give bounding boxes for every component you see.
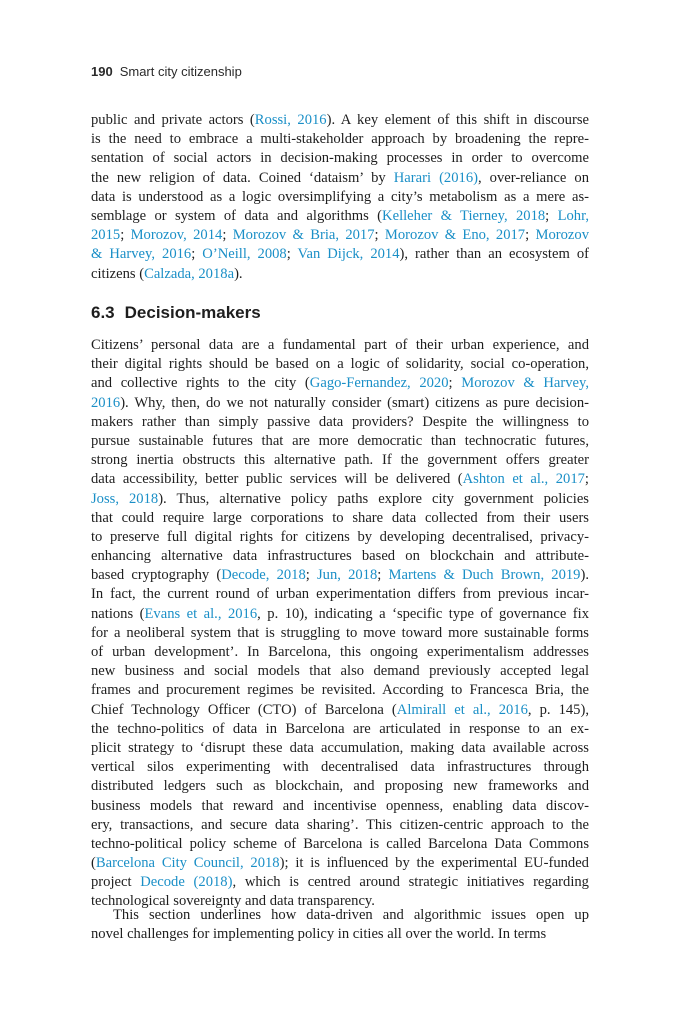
text-span: novel challenges for implementing policy in cities all over the world. In terms bbox=[91, 926, 547, 943]
text-line bbox=[91, 925, 589, 944]
text-line bbox=[91, 605, 589, 624]
text-span: the new religion of data. Coined ‘dataism’ by bbox=[91, 169, 394, 186]
citation-link[interactable]: 2015 bbox=[91, 227, 121, 244]
text-span: pursue sustainable futures that are more democratic than technocratic futures, bbox=[91, 432, 589, 449]
paragraph-3 bbox=[91, 906, 589, 944]
citation-link[interactable]: & Harvey, 2016 bbox=[91, 246, 192, 263]
text-span: , p. 10), indicating a ‘specific type of governance fix bbox=[257, 605, 589, 622]
text-span: In fact, the current round of urban experimentation differs from previous incar- bbox=[91, 586, 589, 603]
text-span: ery, transactions, and secure data sharing’. This citizen-centric approach to the bbox=[91, 816, 589, 833]
citation-link[interactable]: Decode, 2018 bbox=[221, 567, 306, 584]
text-line bbox=[91, 547, 589, 566]
text-line bbox=[91, 265, 589, 284]
text-span: semblage or system of data and algorithms ( bbox=[91, 207, 383, 224]
text-line bbox=[91, 720, 589, 739]
text-span: is the need to embrace a multi-stakeholder approach by broadening the repre- bbox=[91, 131, 589, 148]
text-span: ), rather than an ecosystem of bbox=[399, 246, 589, 263]
text-line bbox=[91, 585, 589, 604]
section-heading bbox=[91, 303, 261, 323]
text-span: ); it is influenced by the experimental EU-funded bbox=[279, 855, 589, 872]
text-span: ). bbox=[234, 265, 243, 282]
citation-link[interactable]: Morozov & Eno, 2017 bbox=[384, 227, 526, 244]
text-line bbox=[91, 777, 589, 796]
citation-link[interactable]: Van Dijck, 2014 bbox=[297, 246, 400, 263]
text-span: ; bbox=[584, 471, 589, 488]
text-line bbox=[91, 739, 589, 758]
running-title: Smart city citizenship bbox=[119, 64, 242, 79]
text-span: plicit strategy to ‘disrupt these data accumulation, making data available across bbox=[91, 739, 589, 756]
citation-link[interactable]: Barcelona City Council, 2018 bbox=[95, 855, 280, 872]
text-line bbox=[91, 509, 589, 528]
text-line bbox=[91, 528, 589, 547]
text-line bbox=[91, 662, 589, 681]
running-header bbox=[91, 64, 242, 79]
text-span: ; bbox=[120, 227, 131, 244]
text-span: ; bbox=[377, 567, 389, 584]
text-line bbox=[91, 816, 589, 835]
citation-link[interactable]: Evans et al., 2016 bbox=[144, 605, 258, 622]
text-line bbox=[91, 701, 589, 720]
text-span: and collective rights to the city ( bbox=[91, 375, 310, 392]
text-span: enhancing alternative data infrastructures based on blockchain and attribute- bbox=[91, 548, 589, 565]
text-span: that could require large corporations to share data collected from their users bbox=[91, 509, 589, 526]
text-line bbox=[91, 207, 589, 226]
text-span: technological sovereignty and data transparency. bbox=[91, 893, 375, 910]
text-span: ). Why, then, do we not naturally consider (smart) citizens as pure decision- bbox=[120, 394, 589, 411]
text-span: makers rather than simply passive data providers? Despite the willingness to bbox=[91, 413, 589, 430]
text-line bbox=[91, 169, 589, 188]
text-span: data is understood as a logic oversimplifying a city’s metabolism as a mere as- bbox=[91, 188, 589, 205]
text-span: frames and procurement regimes be revisited. According to Francesca Bria, the bbox=[91, 682, 589, 699]
text-line bbox=[91, 797, 589, 816]
text-span: ; bbox=[305, 567, 317, 584]
text-span: ; bbox=[374, 227, 385, 244]
citation-link[interactable]: Morozov, 2014 bbox=[130, 227, 223, 244]
text-line bbox=[91, 681, 589, 700]
citation-link[interactable]: Ashton et al., 2017 bbox=[462, 471, 585, 488]
text-span: based cryptography ( bbox=[91, 567, 222, 584]
text-line bbox=[91, 432, 589, 451]
text-span: new business and social models that also demand previously accepted legal bbox=[91, 663, 589, 680]
text-line bbox=[91, 374, 589, 393]
text-span: ). bbox=[580, 567, 589, 584]
text-line bbox=[91, 226, 589, 245]
citation-link[interactable]: Gago-Fernandez, 2020 bbox=[309, 375, 449, 392]
text-line bbox=[91, 336, 589, 355]
paragraph-2 bbox=[91, 336, 589, 912]
citation-link[interactable]: Calzada, 2018a bbox=[144, 265, 235, 282]
text-line bbox=[91, 111, 589, 130]
paragraph-1 bbox=[91, 111, 589, 284]
text-span: Chief Technology Officer (CTO) of Barcelona ( bbox=[91, 701, 397, 718]
citation-link[interactable]: Morozov & Harvey, bbox=[461, 375, 589, 392]
text-line bbox=[91, 835, 589, 854]
citation-link[interactable]: Jun, 2018 bbox=[317, 567, 378, 584]
text-span: , p. 145), bbox=[527, 701, 589, 718]
text-line bbox=[91, 643, 589, 662]
text-span: their digital rights should be based on a logic of solidarity, social co-operation, bbox=[91, 356, 589, 373]
text-span: of urban development’. In Barcelona, this ongoing experimentalism addresses bbox=[91, 644, 589, 660]
text-line bbox=[91, 355, 589, 374]
text-span: citizens ( bbox=[91, 265, 145, 282]
text-span: business models that reward and incentivise openness, enabling data discov- bbox=[91, 797, 589, 814]
text-span: ( bbox=[91, 855, 96, 872]
text-span: ; bbox=[448, 375, 462, 392]
citation-link[interactable]: Harari (2016) bbox=[393, 169, 478, 186]
text-span: ; bbox=[191, 246, 203, 263]
text-line bbox=[91, 413, 589, 432]
text-span: ; bbox=[525, 227, 536, 244]
text-span: to preserve full digital rights for citizens by developing decentralised, privacy- bbox=[91, 528, 589, 545]
text-span: , over-reliance on bbox=[477, 169, 589, 186]
text-line bbox=[91, 566, 589, 585]
citation-link[interactable]: Martens & Duch Brown, 2019 bbox=[388, 567, 581, 584]
text-span: strong inertia obstructs this alternative path. If the government offers greater bbox=[91, 452, 589, 469]
text-span: ; bbox=[286, 246, 298, 263]
text-line bbox=[91, 624, 589, 643]
text-span: data accessibility, better public services will be delivered ( bbox=[91, 471, 463, 488]
citation-link[interactable]: Morozov bbox=[535, 227, 589, 244]
text-span: ; bbox=[222, 227, 233, 244]
citation-link[interactable]: Rossi, 2016 bbox=[254, 112, 327, 128]
text-line bbox=[91, 854, 589, 873]
text-line bbox=[91, 873, 589, 892]
text-span: vertical silos experimenting with decentralised data infrastructures through bbox=[91, 759, 589, 776]
text-span: ). A key element of this shift in discourse bbox=[326, 112, 589, 128]
text-span: public and private actors ( bbox=[91, 112, 255, 128]
text-line bbox=[91, 130, 589, 149]
text-line bbox=[91, 451, 589, 470]
citation-link[interactable]: Joss, 2018 bbox=[91, 490, 159, 507]
text-span: techno-political policy scheme of Barcelona is called Barcelona Data Commons bbox=[91, 835, 589, 852]
text-span: ). Thus, alternative policy paths explore city government policies bbox=[158, 490, 589, 507]
text-line bbox=[91, 245, 589, 264]
section-title: Decision-makers bbox=[124, 303, 261, 322]
text-span: distributed ledgers such as blockchain, and proposing new frameworks and bbox=[91, 778, 589, 795]
text-line bbox=[91, 470, 589, 489]
text-span: Citizens’ personal data are a fundamental part of their urban experience, and bbox=[91, 337, 589, 353]
page-number: 190 bbox=[91, 64, 113, 79]
section-number: 6.3 bbox=[91, 303, 115, 322]
citation-link[interactable]: O’Neill, 2008 bbox=[202, 246, 287, 263]
citation-link[interactable]: Almirall et al., 2016 bbox=[396, 701, 528, 718]
citation-link[interactable]: Morozov & Bria, 2017 bbox=[232, 227, 375, 244]
citation-link[interactable]: 2016 bbox=[91, 394, 121, 411]
citation-link[interactable]: Decode (2018) bbox=[140, 874, 233, 891]
text-span: ; bbox=[545, 207, 558, 224]
text-span: sentation of social actors in decision-making processes in order to overcome bbox=[91, 150, 589, 167]
text-span: for a neoliberal system that is struggling to move toward more sustainable forms bbox=[91, 624, 589, 641]
citation-link[interactable]: Lohr, bbox=[557, 207, 589, 224]
text-line bbox=[91, 906, 589, 925]
text-span: This section underlines how data-driven and algorithmic issues open up bbox=[113, 907, 589, 923]
text-line bbox=[91, 188, 589, 207]
citation-link[interactable]: Kelleher & Tierney, 2018 bbox=[382, 207, 546, 224]
text-span: nations ( bbox=[91, 605, 145, 622]
text-span: the techno-politics of data in Barcelona are articulated in response to an ex- bbox=[91, 720, 589, 737]
text-span: project bbox=[91, 874, 141, 891]
text-line bbox=[91, 149, 589, 168]
text-span: , which is centred around strategic initiatives regarding bbox=[232, 874, 589, 891]
text-line bbox=[91, 758, 589, 777]
text-line bbox=[91, 394, 589, 413]
text-line bbox=[91, 490, 589, 509]
